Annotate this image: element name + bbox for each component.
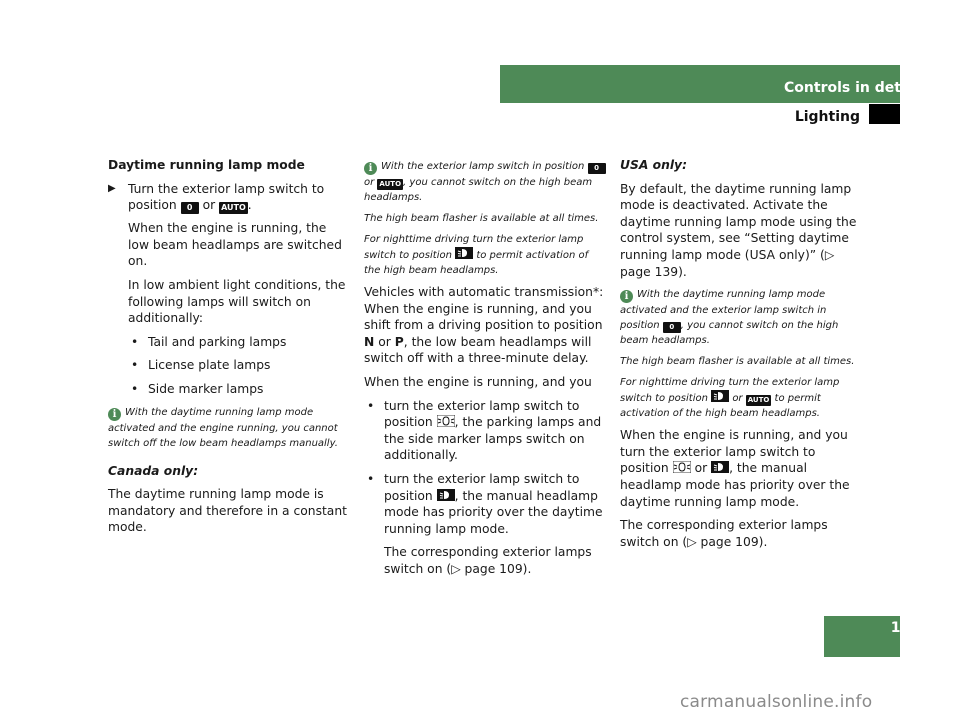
parking-lamp-icon bbox=[437, 415, 455, 427]
watermark: carmanualsonline.info bbox=[680, 692, 873, 712]
paragraph: The daytime running lamp mode is mandatory and therefore in a constant mode. bbox=[108, 487, 347, 535]
info-icon: i bbox=[108, 408, 121, 421]
column-3 bbox=[620, 157, 862, 557]
paragraph: By default, the daytime running lamp mode is deactivated. Activate the daytime running lamp mode using the control system, see “Setting daytime running lamp mode (USA only)” (▷ page 139). bbox=[620, 181, 857, 279]
step-arrow-icon: ▶ bbox=[108, 182, 116, 194]
paragraph: The corresponding exterior lamps switch on (▷ page 109). bbox=[384, 545, 592, 576]
paragraph: When the engine is running, the low beam headlamps are switched on. bbox=[128, 221, 342, 269]
switch-0-icon: 0 bbox=[181, 202, 199, 214]
paragraph: In low ambient light conditions, the following lamps will switch on additionally: bbox=[128, 277, 346, 326]
paragraph: Vehicles with automatic transmission*: When the engine is running, and you shift from a driving position to position N or P, the low beam headlamps will switch off with a three-minute delay. bbox=[364, 285, 604, 366]
list-item: • License plate lamps bbox=[131, 358, 271, 373]
paragraph: When the engine is running, and you turn the exterior lamp switch to position or , the manual headlamp mode has priority over the daytime running lamp mode. bbox=[620, 428, 850, 509]
page-number-box bbox=[824, 616, 900, 657]
chapter-title: Controls in detail bbox=[784, 80, 920, 96]
info-note: i With the exterior lamp switch in position 0 or AUTO , you cannot switch on the high beam headlamps. The high beam flasher is available at all times. For nighttime driving turn the exterior lamp switch to position to permit activation of the high beam headlamps. bbox=[364, 159, 606, 278]
list-item: • turn the exterior lamp switch to position , the parking lamps and the side marker lamps switch on additionally. bbox=[367, 398, 602, 463]
low-beam-icon bbox=[711, 461, 729, 473]
list-item: • Side marker lamps bbox=[131, 381, 264, 396]
switch-auto-icon: AUTO bbox=[747, 396, 770, 405]
parking-lamp-icon bbox=[673, 461, 691, 473]
info-icon: i bbox=[620, 290, 633, 303]
canada-heading: Canada only: bbox=[108, 463, 199, 478]
instruction-step: ▶ Turn the exterior lamp switch to position 0 or AUTO . bbox=[108, 181, 325, 213]
column-1 bbox=[108, 157, 348, 543]
list-item: • turn the exterior lamp switch to position , the manual headlamp mode has priority over the daytime running lamp mode. bbox=[367, 471, 603, 536]
usa-heading: USA only: bbox=[620, 158, 687, 172]
low-beam-icon bbox=[437, 489, 455, 501]
switch-0-icon: 0 bbox=[588, 163, 606, 174]
info-note: i With the daytime running lamp mode activated and the exterior lamp switch in position 0 , you cannot switch on the high beam headlamps. The high beam flasher is available at all times. For nighttime driving turn the exterior lamp switch to position or AUTO to permit activation of the high beam headlamps. bbox=[620, 289, 855, 420]
switch-auto-icon: AUTO bbox=[379, 180, 402, 188]
list-item: • Tail and parking lamps bbox=[131, 334, 287, 349]
info-note: i With the daytime running lamp mode activated and the engine running, you cannot switch off the low beam headlamps manually. bbox=[108, 406, 338, 449]
section-title: Lighting bbox=[794, 109, 860, 125]
page-number: 111 bbox=[890, 620, 920, 636]
daytime-heading: Daytime running lamp mode bbox=[108, 158, 305, 172]
switch-auto-icon: AUTO bbox=[221, 203, 246, 213]
section-marker bbox=[869, 104, 900, 124]
switch-0-icon: 0 bbox=[663, 322, 681, 333]
column-2 bbox=[364, 159, 606, 585]
low-beam-icon bbox=[711, 390, 729, 402]
low-beam-icon bbox=[455, 247, 473, 259]
info-icon: i bbox=[364, 162, 377, 175]
paragraph: When the engine is running, and you bbox=[364, 374, 592, 389]
paragraph: The corresponding exterior lamps switch on (▷ page 109). bbox=[620, 518, 828, 549]
